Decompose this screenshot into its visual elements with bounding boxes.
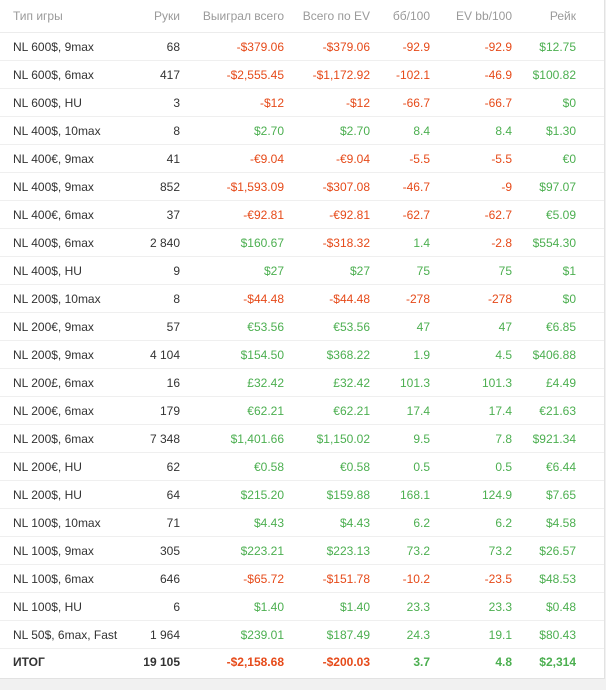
hands-cell: 4 104 [122, 341, 180, 369]
table-row[interactable] [0, 229, 604, 257]
rake-cell: $0 [512, 89, 604, 117]
game-type-cell: NL 400$, 6max [0, 229, 122, 257]
column-header-hands[interactable]: Руки [122, 0, 180, 33]
game-type-cell: NL 100$, HU [0, 593, 122, 621]
bb100-cell: -5.5 [370, 145, 430, 173]
hands-cell: 7 348 [122, 425, 180, 453]
column-header-ev-total[interactable]: Всего по EV [284, 0, 370, 33]
rake-cell: €0 [512, 145, 604, 173]
ev-bb100-cell: 0.5 [430, 453, 512, 481]
bb100-cell: 23.3 [370, 593, 430, 621]
won-total-cell: $1,401.66 [180, 425, 284, 453]
ev-total-cell: €0.58 [284, 453, 370, 481]
hands-cell: 179 [122, 397, 180, 425]
game-type-cell: NL 400€, 6max [0, 201, 122, 229]
game-type-cell: NL 400$, 9max [0, 173, 122, 201]
ev-total-cell: -€92.81 [284, 201, 370, 229]
won-total-cell: $4.43 [180, 509, 284, 537]
total-ev: -$200.03 [322, 655, 370, 669]
won-total-cell: €0.58 [180, 453, 284, 481]
won-total-cell: $154.50 [180, 341, 284, 369]
table-row[interactable] [0, 61, 604, 89]
ev-bb100-cell: -5.5 [430, 145, 512, 173]
table-row[interactable] [0, 285, 604, 313]
game-type-cell: NL 50$, 6max, Fast [0, 621, 122, 649]
ev-bb100-cell: 4.5 [430, 341, 512, 369]
won-total-cell: -$2,555.45 [180, 61, 284, 89]
ev-total-cell: $1.40 [284, 593, 370, 621]
hands-cell: 41 [122, 145, 180, 173]
table-row[interactable] [0, 621, 604, 649]
game-type-cell: NL 200€, 6max [0, 397, 122, 425]
game-type-cell: NL 100$, 9max [0, 537, 122, 565]
ev-total-cell: €53.56 [284, 313, 370, 341]
hands-cell: 1 964 [122, 621, 180, 649]
game-type-cell: NL 400€, 9max [0, 145, 122, 173]
ev-total-cell: -$1,172.92 [284, 61, 370, 89]
bb100-cell: -92.9 [370, 33, 430, 61]
won-total-cell: -$12 [180, 89, 284, 117]
hands-cell: 64 [122, 481, 180, 509]
won-total-cell: -€92.81 [180, 201, 284, 229]
game-type-cell: NL 200£, 6max [0, 369, 122, 397]
rake-cell: $1.30 [512, 117, 604, 145]
bb100-cell: 1.4 [370, 229, 430, 257]
total-won: -$2,158.68 [226, 655, 284, 669]
bb100-cell: 9.5 [370, 425, 430, 453]
rake-cell: $406.88 [512, 341, 604, 369]
game-type-cell: NL 200$, 10max [0, 285, 122, 313]
bb100-cell: 168.1 [370, 481, 430, 509]
hands-cell: 2 840 [122, 229, 180, 257]
bb100-cell: 8.4 [370, 117, 430, 145]
rake-cell: £4.49 [512, 369, 604, 397]
game-type-cell: NL 400$, 10max [0, 117, 122, 145]
won-total-cell: $160.67 [180, 229, 284, 257]
ev-total-cell: -€9.04 [284, 145, 370, 173]
column-header-rake[interactable]: Рейк [512, 0, 604, 33]
ev-bb100-cell: 47 [430, 313, 512, 341]
bb100-cell: 101.3 [370, 369, 430, 397]
hands-cell: 305 [122, 537, 180, 565]
ev-bb100-cell: -278 [430, 285, 512, 313]
table-row[interactable] [0, 481, 604, 509]
ev-total-cell: -$379.06 [284, 33, 370, 61]
ev-bb100-cell: -2.8 [430, 229, 512, 257]
bb100-cell: -102.1 [370, 61, 430, 89]
ev-bb100-cell: 23.3 [430, 593, 512, 621]
bb100-cell: 24.3 [370, 621, 430, 649]
ev-bb100-cell: 17.4 [430, 397, 512, 425]
rake-cell: €6.85 [512, 313, 604, 341]
total-ev-bb100: 4.8 [495, 655, 512, 669]
game-type-cell: NL 600$, 6max [0, 61, 122, 89]
column-header-game-type[interactable]: Тип игры [0, 0, 122, 33]
table-row[interactable] [0, 173, 604, 201]
bb100-cell: 1.9 [370, 341, 430, 369]
table-row[interactable] [0, 425, 604, 453]
ev-bb100-cell: 7.8 [430, 425, 512, 453]
bb100-cell: 6.2 [370, 509, 430, 537]
ev-total-cell: $223.13 [284, 537, 370, 565]
table-row[interactable] [0, 341, 604, 369]
hands-cell: 646 [122, 565, 180, 593]
won-total-cell: $27 [180, 257, 284, 285]
rake-cell: $97.07 [512, 173, 604, 201]
column-header-won-total[interactable]: Выиграл всего [180, 0, 284, 33]
game-type-cell: NL 100$, 6max [0, 565, 122, 593]
bb100-cell: 17.4 [370, 397, 430, 425]
hands-cell: 8 [122, 285, 180, 313]
ev-bb100-cell: -92.9 [430, 33, 512, 61]
ev-bb100-cell: -46.9 [430, 61, 512, 89]
ev-total-cell: $27 [284, 257, 370, 285]
column-header-bb100[interactable]: бб/100 [370, 0, 430, 33]
rake-cell: €6.44 [512, 453, 604, 481]
game-type-cell: NL 200€, HU [0, 453, 122, 481]
rake-cell: $7.65 [512, 481, 604, 509]
rake-cell: $554.30 [512, 229, 604, 257]
won-total-cell: -$65.72 [180, 565, 284, 593]
rake-cell: $48.53 [512, 565, 604, 593]
bb100-cell: -66.7 [370, 89, 430, 117]
bb100-cell: -278 [370, 285, 430, 313]
ev-total-cell: $1,150.02 [284, 425, 370, 453]
ev-total-cell: $2.70 [284, 117, 370, 145]
rake-cell: €21.63 [512, 397, 604, 425]
game-type-cell: NL 400$, HU [0, 257, 122, 285]
rake-cell: €5.09 [512, 201, 604, 229]
hands-cell: 6 [122, 593, 180, 621]
hands-cell: 37 [122, 201, 180, 229]
table-row[interactable] [0, 257, 604, 285]
table-row[interactable] [0, 117, 604, 145]
game-type-cell: NL 200$, 9max [0, 341, 122, 369]
table-row[interactable] [0, 369, 604, 397]
table-row[interactable] [0, 537, 604, 565]
bb100-cell: -62.7 [370, 201, 430, 229]
game-type-cell: NL 600$, HU [0, 89, 122, 117]
bb100-cell: 73.2 [370, 537, 430, 565]
game-type-cell: NL 100$, 10max [0, 509, 122, 537]
rake-cell: $12.75 [512, 33, 604, 61]
table-row[interactable] [0, 145, 604, 173]
ev-bb100-cell: -66.7 [430, 89, 512, 117]
table-row[interactable] [0, 33, 604, 61]
ev-total-cell: -$151.78 [284, 565, 370, 593]
hands-cell: 62 [122, 453, 180, 481]
table-row[interactable] [0, 397, 604, 425]
rake-cell: $26.57 [512, 537, 604, 565]
hands-cell: 68 [122, 33, 180, 61]
ev-bb100-cell: 6.2 [430, 509, 512, 537]
ev-total-cell: £32.42 [284, 369, 370, 397]
hands-cell: 9 [122, 257, 180, 285]
ev-bb100-cell: 73.2 [430, 537, 512, 565]
total-rake: $2,314 [539, 655, 576, 669]
game-type-cell: NL 200$, 6max [0, 425, 122, 453]
won-total-cell: $239.01 [180, 621, 284, 649]
table-row[interactable] [0, 509, 604, 537]
bb100-cell: -46.7 [370, 173, 430, 201]
ev-total-cell: €62.21 [284, 397, 370, 425]
table-row[interactable] [0, 565, 604, 593]
hands-cell: 71 [122, 509, 180, 537]
hands-cell: 417 [122, 61, 180, 89]
table-row[interactable] [0, 89, 604, 117]
game-type-cell: NL 600$, 9max [0, 33, 122, 61]
won-total-cell: $1.40 [180, 593, 284, 621]
ev-bb100-cell: 75 [430, 257, 512, 285]
bb100-cell: 75 [370, 257, 430, 285]
total-bb100: 3.7 [413, 655, 430, 669]
ev-total-cell: $187.49 [284, 621, 370, 649]
ev-total-cell: $368.22 [284, 341, 370, 369]
rake-cell: $100.82 [512, 61, 604, 89]
ev-bb100-cell: -23.5 [430, 565, 512, 593]
ev-bb100-cell: 8.4 [430, 117, 512, 145]
game-type-cell: NL 200$, HU [0, 481, 122, 509]
ev-total-cell: $4.43 [284, 509, 370, 537]
total-row [0, 649, 604, 676]
ev-total-cell: -$307.08 [284, 173, 370, 201]
ev-bb100-cell: 19.1 [430, 621, 512, 649]
hands-cell: 852 [122, 173, 180, 201]
won-total-cell: -€9.04 [180, 145, 284, 173]
column-header-ev-bb100[interactable]: EV bb/100 [430, 0, 512, 33]
ev-total-cell: $159.88 [284, 481, 370, 509]
total-hands: 19 105 [143, 655, 180, 669]
won-total-cell: $2.70 [180, 117, 284, 145]
ev-bb100-cell: -9 [430, 173, 512, 201]
ev-total-cell: -$12 [284, 89, 370, 117]
won-total-cell: -$379.06 [180, 33, 284, 61]
table-row[interactable] [0, 201, 604, 229]
rake-cell: $921.34 [512, 425, 604, 453]
ev-total-cell: -$318.32 [284, 229, 370, 257]
bb100-cell: 47 [370, 313, 430, 341]
won-total-cell: -$1,593.09 [180, 173, 284, 201]
table-row[interactable] [0, 453, 604, 481]
won-total-cell: €53.56 [180, 313, 284, 341]
hands-cell: 3 [122, 89, 180, 117]
ev-bb100-cell: 124.9 [430, 481, 512, 509]
rake-cell: $0.48 [512, 593, 604, 621]
bb100-cell: 0.5 [370, 453, 430, 481]
won-total-cell: $223.21 [180, 537, 284, 565]
won-total-cell: $215.20 [180, 481, 284, 509]
rake-cell: $1 [512, 257, 604, 285]
rake-cell: $0 [512, 285, 604, 313]
ev-total-cell: -$44.48 [284, 285, 370, 313]
total-label: ИТОГ [13, 655, 45, 669]
table-row[interactable] [0, 593, 604, 621]
table-header-row [0, 0, 604, 33]
rake-cell: $4.58 [512, 509, 604, 537]
table-row[interactable] [0, 313, 604, 341]
game-type-cell: NL 200€, 9max [0, 313, 122, 341]
won-total-cell: -$44.48 [180, 285, 284, 313]
hands-cell: 57 [122, 313, 180, 341]
won-total-cell: €62.21 [180, 397, 284, 425]
ev-bb100-cell: 101.3 [430, 369, 512, 397]
bb100-cell: -10.2 [370, 565, 430, 593]
ev-bb100-cell: -62.7 [430, 201, 512, 229]
hands-cell: 8 [122, 117, 180, 145]
rake-cell: $80.43 [512, 621, 604, 649]
hands-cell: 16 [122, 369, 180, 397]
won-total-cell: £32.42 [180, 369, 284, 397]
